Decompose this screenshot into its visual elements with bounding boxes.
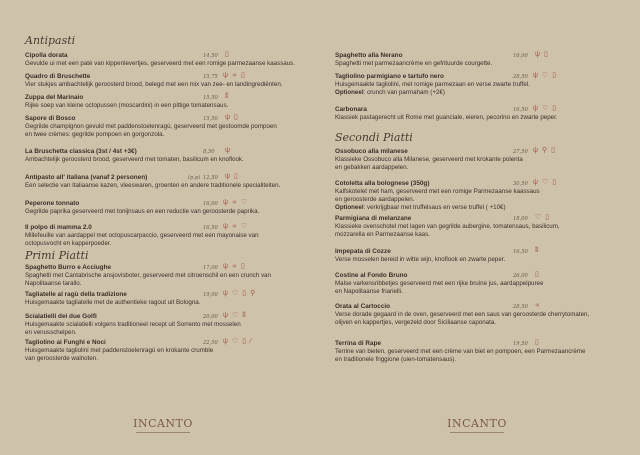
menu-item [335,248,635,264]
milk-icon: ▯ [225,51,231,58]
logo-text: INCANTO [447,417,507,430]
allergen-icons [535,214,553,222]
dish-price: 8,50 [203,149,215,155]
dish-name: Parmigiana di melanzane [335,215,412,222]
allergen-icons [223,338,255,346]
dish-description: Huisgemaakte tagliatelle met de authentieke ragout uit Bologna. [25,299,201,306]
menu-item [25,174,325,190]
dish-price: 16,00 [203,201,218,207]
dish-name: Zuppa del Marinaio [25,94,84,101]
allergen-icons [535,339,543,347]
gluten-icon: ψ [223,338,230,345]
section-title: Antipasti [25,34,76,47]
milk-icon: ▯ [234,173,240,180]
fish-icon: ∝ [232,199,240,206]
allergen-icons [533,105,560,113]
allergen-icons [223,312,250,320]
fish-icon: ∝ [535,302,543,309]
dish-price: 26,00 [513,273,528,279]
dish-name: Ossobuco alla milanese [335,148,408,155]
allergen-icons [535,302,544,310]
dish-description: Gegrilde paprika geserveerd met tonijnsaus en een reductie van geroosterde paprika. [25,208,260,215]
dish-price: 28,50 [513,74,528,80]
gluten-icon: ψ [223,72,230,79]
gluten-icon: ψ [223,199,230,206]
gluten-icon: ψ [223,312,230,319]
logo-left [128,417,198,433]
egg-icon: ♡ [542,72,551,79]
gluten-icon: ψ [223,223,230,230]
allergen-icons [223,263,249,271]
dish-description: Klassiek pastagerecht uit Rome met guanciale, eieren, pecorino en zwarte peper. [335,114,558,121]
dish-name: Tagliatelle al ragù della tradizione [25,291,127,298]
allergen-icons [533,72,560,80]
menu-item [25,73,325,89]
section-title: Secondi Piatti [335,131,413,144]
egg-icon: ♡ [232,338,241,345]
nuts-icon: ∕ [250,338,254,345]
menu-item [25,339,325,363]
dish-price: 20,00 [203,314,218,320]
gluten-icon: ψ [533,72,540,79]
optional-note [335,89,635,97]
milk-icon: ▯ [234,114,240,121]
dish-description: Spaghetti met Cantabrische ansjovisboter, geserveerd met citroenschil en een crunch van Napolitaanse tarallo. [25,272,271,287]
menu-item [25,148,325,164]
fish-icon: ∝ [232,72,240,79]
egg-icon: ♡ [241,199,250,206]
fish-icon: ∝ [232,263,240,270]
menu-item [25,94,325,110]
dish-price: 15,75 [203,74,218,80]
dish-description: Huisgemaakte tagliolini met paddenstoelenragù en krokante crumble van geroosterde walnoten. [25,347,214,362]
menu-item [335,215,635,239]
dish-name: Tagliolino parmigiano e tartufo nero [335,73,444,80]
dish-price: 28,50 [513,304,528,310]
menu-item [335,73,635,97]
menu-item [25,264,325,288]
milk-icon: ▯ [242,290,249,297]
fish-icon: ∝ [232,223,240,230]
gluten-icon: ψ [225,147,232,154]
milk-icon: ▯ [552,72,559,79]
dish-name: Antipasto all' italiana (vanaf 2 personen) [25,174,148,181]
dish-description: Huisgemaakte scialatielli volgens traditioneel recept uit Sorrento met mosselen en venusschelpen. [25,321,241,336]
menu-item [25,115,325,139]
dish-price: 27,50 [513,149,528,155]
milk-icon: ▯ [552,179,559,186]
allergen-icons [533,147,559,155]
dish-name: Tagliolino ai Funghi e Noci [25,339,106,346]
allergen-icons [223,290,259,298]
dish-description: Huisgemaakte tagliolini, met romige parmezaan en verse zwarte truffel. [335,81,530,88]
shellfish-icon: ʬ [225,93,231,100]
milk-icon: ▯ [242,338,249,345]
allergen-icons [225,51,233,59]
optional-text: : verkrijgbaar met truffelsaus en verse truffel ( +10€) [363,204,506,211]
dish-name: Quadro di Bruschette [25,73,91,80]
milk-icon: ▯ [535,271,541,278]
gluten-icon: ψ [533,179,540,186]
dish-name: Carbonara [335,106,367,113]
dish-description: Een selectie van Italiaanse kazen, vleeswaren, groenten en andere traditionele specialiteiten. [25,182,281,189]
shellfish-icon: ʬ [535,247,541,254]
dish-description: Terrine van bieten, geserveerd met een crème van biet en pompoen, een Parmezaancrème en traditionele friggione (uien-tomatensaus). [335,348,586,363]
menu-item [335,106,635,122]
egg-icon: ♡ [542,179,551,186]
dish-description: Ambachtelijk geroosterd brood, geserveerd met tomaten, basilicum en knoflook. [25,156,244,163]
egg-icon: ♡ [232,290,241,297]
allergen-icons [225,114,242,122]
dish-price: 30,50 [513,181,528,187]
dish-name: Costine al Fondo Bruno [335,272,408,279]
egg-icon: ♡ [241,223,250,230]
dish-price: 17,00 [203,265,218,271]
dish-price: 16,50 [203,225,218,231]
dish-price: 22,50 [203,340,218,346]
dish-price: 16,50 [513,107,528,113]
dish-price: 14,50 [203,53,218,59]
milk-icon: ▯ [551,147,557,154]
per-person-note: (p.p) [188,175,201,181]
dish-price: 15,50 [203,95,218,101]
celery-icon: ⚲ [250,290,258,297]
dish-name: Il polpo di mamma 2.0 [25,224,92,231]
allergen-icons [223,72,249,80]
gluten-icon: ψ [225,114,232,121]
logo-rule [450,432,504,433]
milk-icon: ▯ [544,51,550,58]
dish-description: Klassieke ovenschotel met lagen van gegrilde aubergine, tomatensaus, basilicum, mozzarella en Parmezaanse kaas. [335,223,560,238]
menu-item [25,200,325,216]
allergen-icons [535,271,543,279]
dish-name: Spaghetto alla Nerano [335,52,403,59]
dish-price: 19,00 [203,292,218,298]
egg-icon: ♡ [535,214,544,221]
section-title: Primi Piatti [25,249,89,262]
optional-text: : crunch van parmaham (+2€) [363,89,445,96]
dish-description: Gevulde ui met een paté van kippenlevertjes, geserveerd met een romige parmezaanse kaassaus. [25,60,295,67]
dish-description: Millefeuille van aardappel met octopuscarpaccio, geserveerd met een mayonaise van octopusvocht en kapperpoeder. [25,232,259,247]
menu-item [25,224,325,248]
optional-note [335,204,635,212]
dish-price: 16,50 [513,249,528,255]
optional-label: Optioneel [335,89,364,96]
logo-right [442,417,512,433]
dish-description: Spaghetti met parmezaancrème en gefrituurde courgette. [335,60,493,67]
egg-icon: ♡ [542,105,551,112]
celery-icon: ⚲ [542,147,550,154]
allergen-icons [225,147,234,155]
dish-price: 12,50 [203,175,218,181]
dish-description: Klassieke Ossobuco alla Milanese, geserveerd met krokante polenta en gebakken aardappelen. [335,156,523,171]
menu-item [335,303,635,327]
egg-icon: ♡ [232,312,241,319]
menu-item [335,52,635,68]
dish-name: Orata al Cartoccio [335,303,391,310]
dish-description: Malse varkensribbetjes geserveerd met een rijke bruine jus, aardappelpuree en Napolitaanse friarielli. [335,280,544,295]
allergen-icons [535,51,552,59]
menu-item [25,291,325,307]
dish-price: 19,50 [513,341,528,347]
allergen-icons [533,179,560,187]
dish-name: Impepata di Cozze [335,248,391,255]
dish-name: Spaghetto Burro e Acciughe [25,264,112,271]
milk-icon: ▯ [241,263,247,270]
dish-description: Rijke soep van kleine octopussen (moscardini) in een pittige tomatensaus. [25,102,229,109]
allergen-icons [225,173,242,181]
gluten-icon: ψ [535,51,542,58]
milk-icon: ▯ [552,105,559,112]
gluten-icon: ψ [533,147,540,154]
dish-description: Verse mosselen bereid in witte wijn, knoflook en zwarte peper. [335,256,506,263]
dish-price: 18,00 [513,216,528,222]
dish-description: Kalfskotelet met ham, geserveerd met een romige Parmezaanse kaassaus en geroosterde aardappelen. [335,188,540,203]
menu-item [335,272,635,296]
optional-label: Optioneel [335,204,364,211]
dish-description: Verse dorade gegaard in de oven, geserveerd met een saus van geroosterde cherrytomaten, olijven en kappertjes, vergezeld door Siciliaanse caponata. [335,311,590,326]
gluten-icon: ψ [225,173,232,180]
menu-item [335,180,635,212]
allergen-icons [535,247,542,255]
menu-item [25,52,325,68]
menu-item [25,313,325,337]
gluten-icon: ψ [223,290,230,297]
menu-item [335,340,635,364]
milk-icon: ▯ [241,72,247,79]
dish-price: 15,50 [203,116,218,122]
milk-icon: ▯ [545,214,552,221]
dish-description: Vier stukjes ambachtelijk geroosterd brood, belegd met een mix van zee- en landingrediënten. [25,81,283,88]
dish-description: Gegrilde champignon gevuld met paddenstoelenragù, geserveerd met gestoomde pompoen en twee crèmes: gegrilde pompoen en gorgonzola. [25,123,277,138]
gluten-icon: ψ [223,263,230,270]
allergen-icons [223,223,251,231]
allergen-icons [225,93,232,101]
dish-name: Cipolla dorata [25,52,68,59]
dish-name: La Bruschetta classica (3st / 4st +3€) [25,148,137,155]
allergen-icons [223,199,251,207]
menu-item [335,148,635,172]
dish-name: Peperone tonnato [25,200,80,207]
dish-price: 16,00 [513,53,528,59]
milk-icon: ▯ [535,339,541,346]
gluten-icon: ψ [533,105,540,112]
shellfish-icon: ʬ [242,312,248,319]
dish-name: Cotoletta alla bolognese (350g) [335,180,430,187]
dish-name: Scialatielli dei due Golfi [25,313,97,320]
logo-rule [136,432,190,433]
logo-text: INCANTO [133,417,193,430]
dish-name: Sapore di Bosco [25,115,76,122]
dish-name: Terrina di Rape [335,340,382,347]
